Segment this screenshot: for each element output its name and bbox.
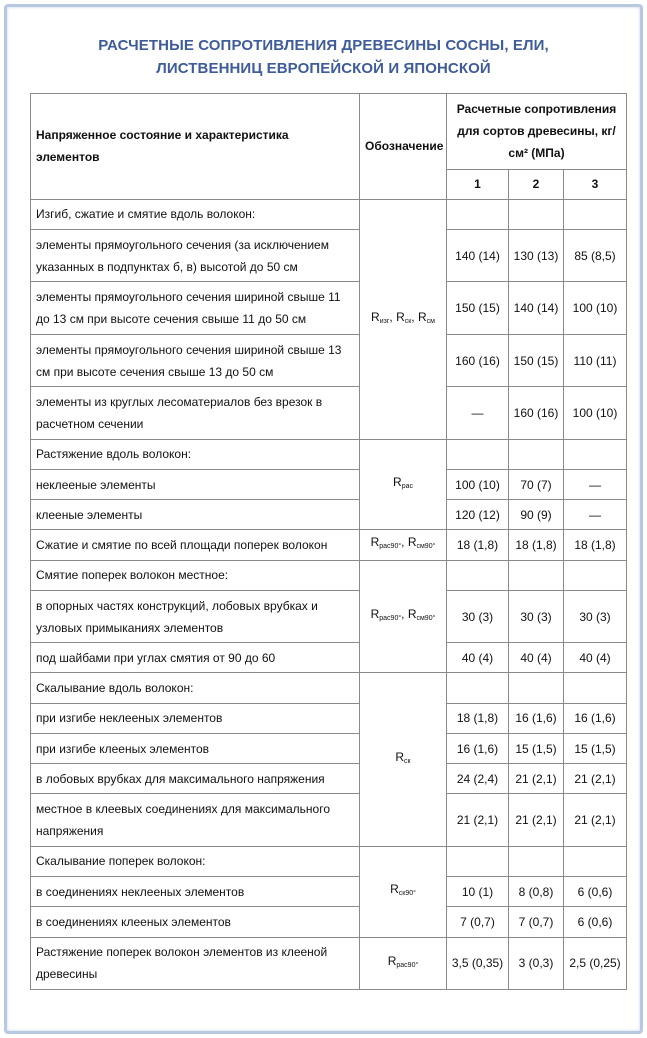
value-grade-1: [447, 673, 509, 703]
value-grade-1: 24 (2,4): [447, 764, 509, 794]
resistance-table: [30, 93, 627, 990]
designation-symbol: $R_{см}$: [417, 309, 435, 325]
row-text: при изгибе неклееных элементов: [31, 703, 360, 733]
value-grade-2: 70 (7): [509, 469, 564, 499]
value-grade-1: 18 (1,8): [447, 530, 509, 560]
value-grade-1: [447, 439, 509, 469]
designation-subscript: см90°: [416, 543, 436, 551]
row-text: элементы из круглых лесоматериалов без врезок в расчетном сечении: [31, 387, 360, 439]
value-grade-3: 110 (11): [564, 334, 627, 386]
value-grade-3: 85 (8,5): [564, 230, 627, 282]
row-text: местное в клеевых соединениях для максимального напряжения: [31, 794, 360, 846]
value-grade-1: 21 (2,1): [447, 794, 509, 846]
value-grade-1: 140 (14): [447, 230, 509, 282]
designation-subscript: рас90°: [379, 543, 402, 551]
value-grade-3: —: [564, 469, 627, 499]
row-text: в соединениях неклееных элементов: [31, 877, 360, 907]
value-grade-2: [509, 439, 564, 469]
row-text: Растяжение поперек волокон элементов из клееной древесины: [31, 937, 360, 989]
designation-symbol: $R_{ск90^\circ}$: [390, 882, 416, 898]
designation-symbol: $R_{рас90^\circ}$: [370, 535, 402, 551]
header-grade-3: 3: [564, 169, 627, 199]
table-row: [31, 846, 627, 876]
value-grade-1: 10 (1): [447, 877, 509, 907]
row-text: элементы прямоугольного сечения шириной свыше 13 см при высоте сечения свыше 13 до 50 см: [31, 334, 360, 386]
value-grade-1: 16 (1,6): [447, 733, 509, 763]
designation-subscript: см90°: [416, 615, 436, 623]
value-grade-1: [447, 199, 509, 229]
designation-subscript: ск90°: [398, 890, 416, 898]
row-text: клееные элементы: [31, 500, 360, 530]
row-text: под шайбами при углах смятия от 90 до 60: [31, 643, 360, 673]
row-text: Скалывание вдоль волокон:: [31, 673, 360, 703]
value-grade-1: [447, 846, 509, 876]
table-row: [31, 387, 627, 439]
value-grade-2: 8 (0,8): [509, 877, 564, 907]
table-row: [31, 500, 627, 530]
table-row: [31, 439, 627, 469]
table-row: [31, 590, 627, 642]
value-grade-2: 90 (9): [509, 500, 564, 530]
value-grade-2: 140 (14): [509, 282, 564, 334]
designation-subscript: изг: [379, 317, 390, 325]
header-resistance-group: Расчетные сопротивления для сортов древесины, кг/см² (МПа): [447, 94, 627, 170]
row-text: Растяжение вдоль волокон:: [31, 439, 360, 469]
designation-subscript: рас90°: [379, 615, 402, 623]
value-grade-1: 30 (3): [447, 590, 509, 642]
value-grade-3: [564, 673, 627, 703]
designation-cell: [360, 673, 447, 846]
value-grade-2: 21 (2,1): [509, 764, 564, 794]
designation-subscript: рас90°: [396, 961, 419, 969]
value-grade-2: [509, 673, 564, 703]
value-grade-2: 16 (1,6): [509, 703, 564, 733]
designation-symbol: $R_{рас90^\circ}$: [387, 953, 419, 969]
value-grade-3: [564, 439, 627, 469]
designation-subscript: рас: [401, 483, 413, 491]
value-grade-3: 6 (0,6): [564, 877, 627, 907]
header-designation: Обозначение: [360, 94, 447, 200]
value-grade-1: 18 (1,8): [447, 703, 509, 733]
value-grade-2: [509, 846, 564, 876]
designation-cell: $R_{рас90^\circ}$, $R_{см90^\circ}$: [360, 530, 447, 560]
value-grade-3: —: [564, 500, 627, 530]
designation-cell: [360, 846, 447, 937]
row-text: неклееные элементы: [31, 469, 360, 499]
table-row: [31, 469, 627, 499]
table-row: [31, 794, 627, 846]
header-grade-1: 1: [447, 169, 509, 199]
table-row: [31, 334, 627, 386]
value-grade-2: 7 (0,7): [509, 907, 564, 937]
value-grade-3: 100 (10): [564, 282, 627, 334]
value-grade-3: [564, 846, 627, 876]
row-text: в лобовых врубках для максимального напряжения: [31, 764, 360, 794]
designation-cell: $R_{рас90^\circ}$, $R_{см90^\circ}$: [360, 560, 447, 673]
table-row: [31, 907, 627, 937]
table-row: [31, 530, 627, 560]
table-row: [31, 733, 627, 763]
value-grade-3: 40 (4): [564, 643, 627, 673]
value-grade-2: 21 (2,1): [509, 794, 564, 846]
header-grade-2: 2: [509, 169, 564, 199]
value-grade-1: 150 (15): [447, 282, 509, 334]
row-text: элементы прямоугольного сечения шириной свыше 11 до 13 см при высоте сечения свыше 11 до 50 см: [31, 282, 360, 334]
table-row: [31, 282, 627, 334]
row-text: в опорных частях конструкций, лобовых врубках и узловых примыканиях элементов: [31, 590, 360, 642]
value-grade-2: 130 (13): [509, 230, 564, 282]
value-grade-3: 21 (2,1): [564, 794, 627, 846]
value-grade-1: 3,5 (0,35): [447, 937, 509, 989]
value-grade-3: 16 (1,6): [564, 703, 627, 733]
table-row: [31, 643, 627, 673]
designation-cell: [360, 439, 447, 530]
designation-cell: [360, 937, 447, 989]
value-grade-2: [509, 199, 564, 229]
designation-symbol: $R_{рас90^\circ}$: [370, 607, 402, 623]
value-grade-2: 18 (1,8): [509, 530, 564, 560]
row-text: Скалывание поперек волокон:: [31, 846, 360, 876]
designation-subscript: ск: [404, 758, 411, 766]
value-grade-1: 40 (4): [447, 643, 509, 673]
value-grade-3: [564, 199, 627, 229]
table-row: [31, 560, 627, 590]
row-text: элементы прямоугольного сечения (за исключением указанных в подпунктах б, в) высотой до 50 см: [31, 230, 360, 282]
designation-symbol: $R_{см90^\circ}$: [407, 607, 436, 623]
value-grade-3: 2,5 (0,25): [564, 937, 627, 989]
table-row: [31, 703, 627, 733]
value-grade-3: 6 (0,6): [564, 907, 627, 937]
value-grade-1: 100 (10): [447, 469, 509, 499]
designation-subscript: см: [426, 317, 435, 325]
designation-subscript: ск: [404, 317, 412, 325]
header-characteristic: Напряженное состояние и характеристика элементов: [31, 94, 360, 200]
row-text: при изгибе клееных элементов: [31, 733, 360, 763]
table-row: [31, 937, 627, 989]
title-line-2: ЛИСТВЕННИЦ ЕВРОПЕЙСКОЙ И ЯПОНСКОЙ: [156, 60, 491, 77]
table-row: [31, 199, 627, 229]
value-grade-3: [564, 560, 627, 590]
value-grade-1: 160 (16): [447, 334, 509, 386]
table-row: [31, 877, 627, 907]
row-text: Изгиб, сжатие и смятие вдоль волокон:: [31, 199, 360, 229]
value-grade-2: 160 (16): [509, 387, 564, 439]
value-grade-1: [447, 560, 509, 590]
row-text: Сжатие и смятие по всей площади поперек волокон: [31, 530, 360, 560]
value-grade-3: 100 (10): [564, 387, 627, 439]
value-grade-2: 30 (3): [509, 590, 564, 642]
value-grade-1: 120 (12): [447, 500, 509, 530]
table-row: [31, 230, 627, 282]
designation-symbol: $R_{ск}$: [396, 309, 412, 325]
table-row: [31, 764, 627, 794]
title-line-1: РАСЧЕТНЫЕ СОПРОТИВЛЕНИЯ ДРЕВЕСИНЫ СОСНЫ, ЕЛИ,: [98, 37, 549, 54]
designation-symbol: $R_{изг}$: [371, 309, 390, 325]
value-grade-3: 21 (2,1): [564, 764, 627, 794]
value-grade-2: 40 (4): [509, 643, 564, 673]
value-grade-2: [509, 560, 564, 590]
designation-symbol: $R_{ск}$: [395, 750, 411, 766]
value-grade-2: 150 (15): [509, 334, 564, 386]
value-grade-3: 18 (1,8): [564, 530, 627, 560]
designation-symbol: $R_{см90^\circ}$: [407, 535, 436, 551]
row-text: Смятие поперек волокон местное:: [31, 560, 360, 590]
designation-cell: $R_{изг}$, $R_{ск}$, $R_{см}$: [360, 199, 447, 439]
row-text: в соединениях клееных элементов: [31, 907, 360, 937]
value-grade-2: 15 (1,5): [509, 733, 564, 763]
value-grade-1: 7 (0,7): [447, 907, 509, 937]
value-grade-3: 15 (1,5): [564, 733, 627, 763]
designation-symbol: $R_{рас}$: [393, 475, 413, 491]
page-title: [0, 34, 647, 80]
value-grade-2: 3 (0,3): [509, 937, 564, 989]
value-grade-1: —: [447, 387, 509, 439]
table-row: [31, 673, 627, 703]
value-grade-3: 30 (3): [564, 590, 627, 642]
